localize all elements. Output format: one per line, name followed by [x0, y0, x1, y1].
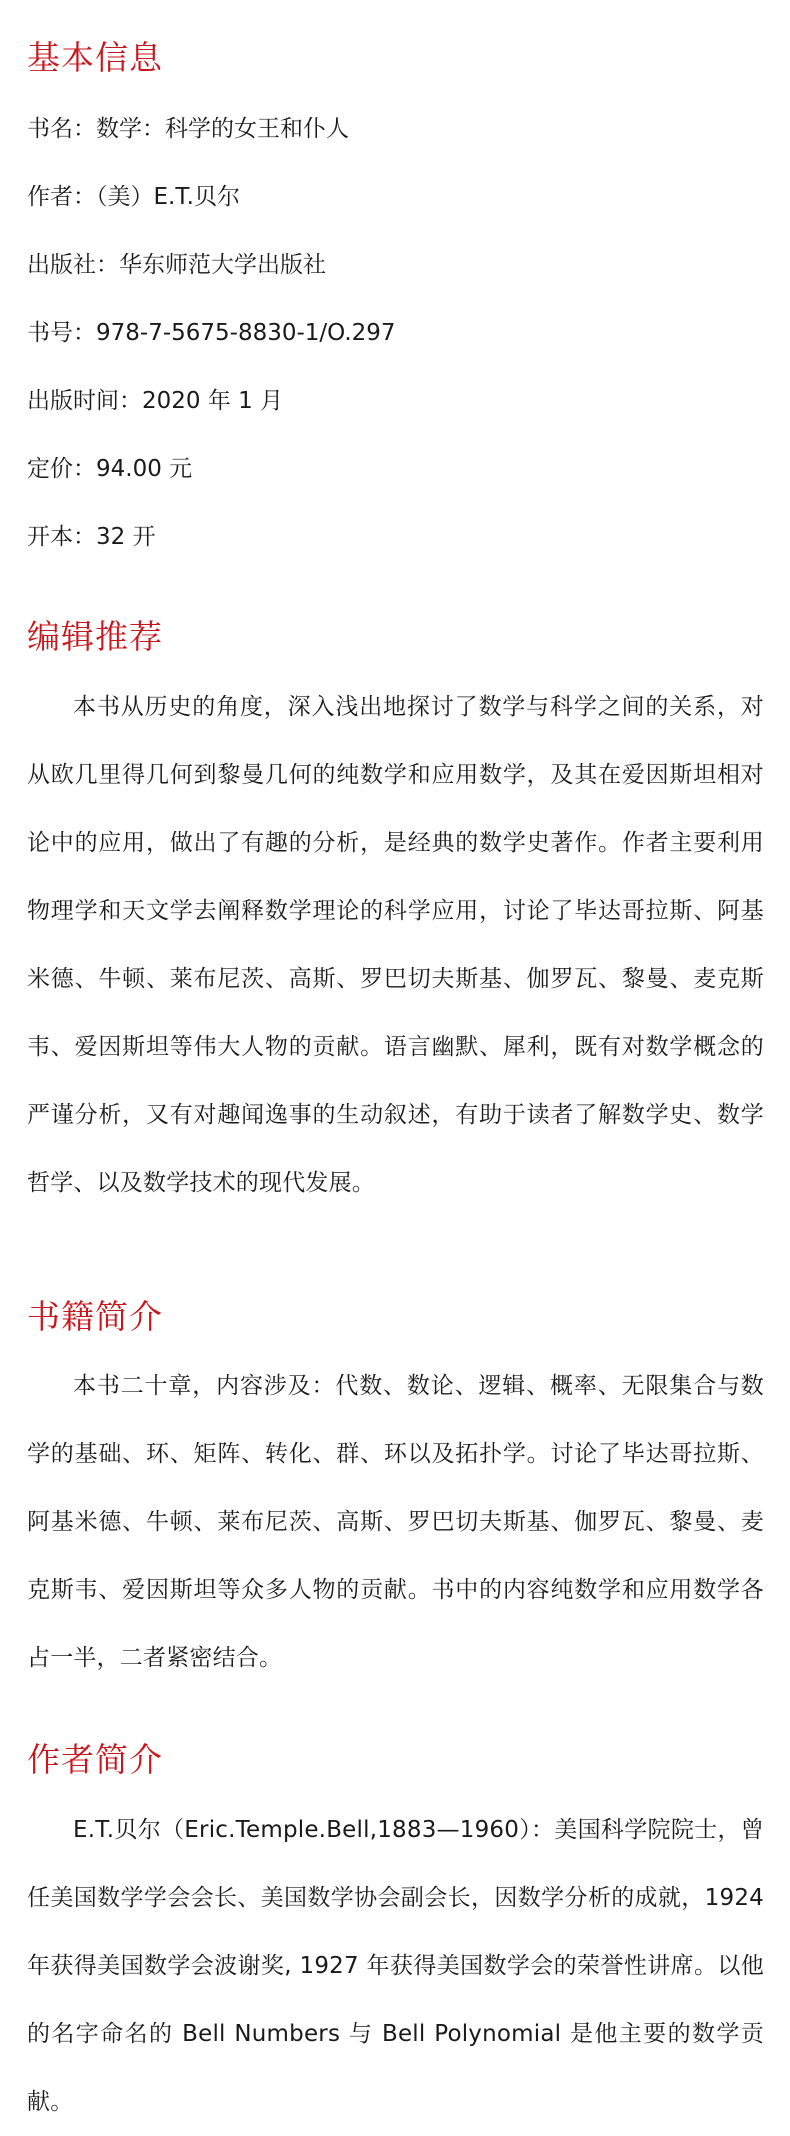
info-format: 开本：32 开: [27, 524, 156, 550]
info-isbn: 书号：978-7-5675-8830-1/O.297: [27, 320, 396, 346]
info-publish-date: 出版时间：2020 年 1 月: [27, 388, 284, 414]
author-intro-heading: 作者简介: [27, 1740, 163, 1779]
book-intro-heading: 书籍简介: [27, 1297, 163, 1336]
info-author: 作者：（美）E.T.贝尔: [27, 184, 240, 210]
info-publisher: 出版社：华东师范大学出版社: [27, 252, 326, 278]
author-intro-text: E.T.贝尔（Eric.Temple.Bell,1883—1960）：美国科学院院士，曾任美国数学学会会长、美国数学协会副会长，因数学分析的成就，1924 年获得美国数学会波谢奖, 1927 年获得美国数学会的荣誉性讲席。以他的名字命名的 Bell Numbers 与 Bell Polynomial 是他主要的数学贡献。: [27, 1817, 764, 2115]
book-intro-text: 本书二十章，内容涉及：代数、数论、逻辑、概率、无限集合与数学的基础、环、矩阵、转化、群、环以及拓扑学。讨论了毕达哥拉斯、阿基米德、牛顿、莱布尼茨、高斯、罗巴切夫斯基、伽罗瓦、黎曼、麦克斯韦、爱因斯坦等众多人物的贡献。书中的内容纯数学和应用数学各占一半，二者紧密结合。: [27, 1373, 764, 1671]
editor-recommend-heading: 编辑推荐: [27, 617, 163, 656]
editor-recommend-text: 本书从历史的角度，深入浅出地探讨了数学与科学之间的关系，对从欧几里得几何到黎曼几何的纯数学和应用数学，及其在爱因斯坦相对论中的应用，做出了有趣的分析，是经典的数学史著作。作者主要利用物理学和天文学去阐释数学理论的科学应用，讨论了毕达哥拉斯、阿基米德、牛顿、莱布尼茨、高斯、罗巴切夫斯基、伽罗瓦、黎曼、麦克斯韦、爱因斯坦等伟大人物的贡献。语言幽默、犀利，既有对数学概念的严谨分析，又有对趣闻逸事的生动叙述，有助于读者了解数学史、数学哲学、以及数学技术的现代发展。: [27, 694, 764, 1196]
info-price: 定价：94.00 元: [27, 456, 193, 482]
basic-info-heading: 基本信息: [27, 38, 163, 77]
info-book-name: 书名：数学：科学的女王和仆人: [27, 116, 349, 142]
